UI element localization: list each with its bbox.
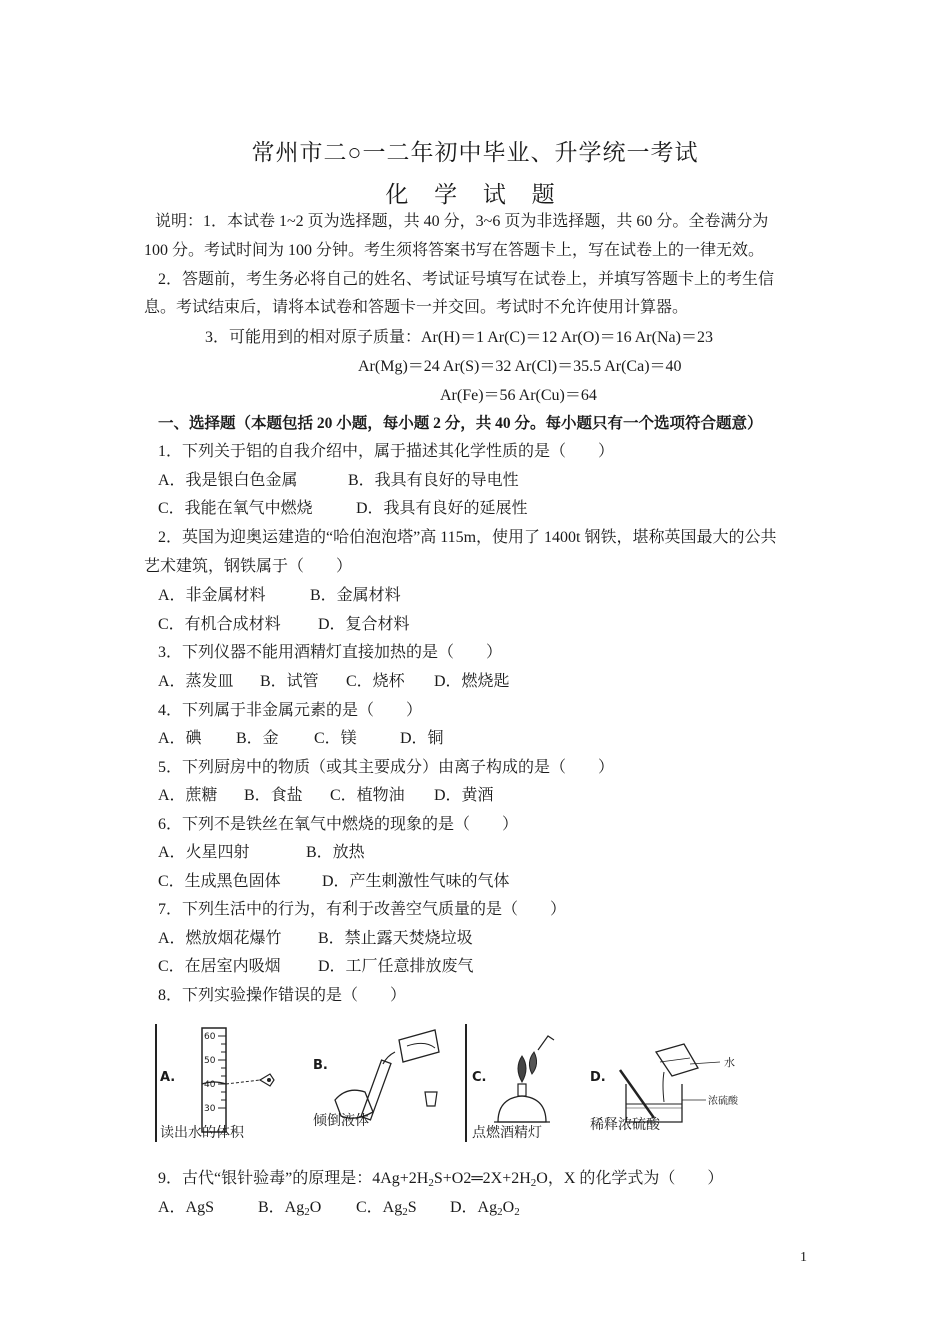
question-8-stem: 8．下列实验操作错误的是（ ） (158, 987, 407, 1004)
question-4-option-a: A．碘 (158, 730, 202, 747)
question-2-stem-cont: 艺术建筑，钢铁属于（ ） (144, 558, 353, 575)
question-3-stem: 3．下列仪器不能用酒精灯直接加热的是（ ） (158, 644, 503, 661)
question-3-option-a: A．蒸发皿 (158, 673, 234, 690)
figure-panel-b (307, 1022, 457, 1144)
figure-label-c: C. (472, 1070, 487, 1085)
question-5-option-b: B．食盐 (244, 787, 303, 804)
question-5-option-c: C．植物油 (330, 787, 405, 804)
question-1-option-b: B．我具有良好的导电性 (348, 472, 519, 489)
question-9-option-b-part-2: O (309, 1199, 322, 1216)
question-7-option-d: D．工厂任意排放废气 (318, 958, 474, 975)
figure-caption-d: 稀释浓硫酸 (590, 1117, 660, 1133)
question-4-option-d: D．铜 (400, 730, 444, 747)
question-7-option-c: C．在居室内吸烟 (158, 958, 281, 975)
tick-60: 60 (204, 1032, 216, 1042)
atomic-mass-line-3: Ar(Fe)＝56 Ar(Cu)＝64 (440, 387, 597, 404)
question-1-option-d: D．我具有良好的延展性 (356, 500, 528, 517)
question-6-option-b: B．放热 (306, 844, 365, 861)
question-6-option-a: A．火星四射 (158, 844, 250, 861)
question-7-option-a: A．燃放烟花爆竹 (158, 930, 282, 947)
question-9-option-a: A．AgS (158, 1199, 215, 1216)
question-3-option-c: C．烧杯 (346, 673, 405, 690)
acid-label: 浓硫酸 (708, 1096, 738, 1107)
question-1-option-c: C．我能在氧气中燃烧 (158, 500, 313, 517)
question-4-option-b: B．金 (236, 730, 279, 747)
figure-caption-b: 倾倒液体 (313, 1113, 369, 1129)
page-number: 1 (800, 1250, 807, 1265)
question-8-figure (152, 1022, 752, 1144)
question-6-option-c: C．生成黑色固体 (158, 873, 281, 890)
question-6-stem: 6．下列不是铁丝在氧气中燃烧的现象的是（ ） (158, 816, 519, 833)
question-2-option-d: D．复合材料 (318, 616, 410, 633)
question-9-stem-part-2: S+O2═2X+2H (433, 1170, 531, 1187)
question-3-option-b: B．试管 (260, 673, 319, 690)
instructions-line-1: 说明：1．本试卷 1~2 页为选择题，共 40 分，3~6 页为非选择题，共 60 分。全卷满分为 (155, 213, 769, 230)
section-heading: 一、选择题（本题包括 20 小题，每小题 2 分，共 40 分。每小题只有一个选项符合题意） (158, 415, 763, 432)
question-9-option-d (450, 1198, 520, 1218)
question-9-option-c-part-1: C．Ag (356, 1199, 403, 1216)
question-5-option-a: A．蔗糖 (158, 787, 218, 804)
tick-30: 30 (204, 1104, 216, 1114)
question-3-option-d: D．燃烧匙 (434, 673, 510, 690)
water-label: 水 (724, 1056, 735, 1069)
question-9-stem-part-1: 9．古代“银针验毒”的原理是：4Ag+2H (158, 1170, 429, 1187)
figure-panel-c (464, 1022, 584, 1144)
subscript: 2 (402, 1206, 408, 1218)
atomic-mass-line-2: Ar(Mg)＝24 Ar(S)＝32 Ar(Cl)＝35.5 Ar(Ca)＝40 (358, 358, 682, 375)
atomic-mass-line-1: 3．可能用到的相对原子质量：Ar(H)＝1 Ar(C)＝12 Ar(O)＝16 Ar(Na)＝23 (205, 329, 713, 346)
question-9-stem-part-3: O，X 的化学式为（ ） (536, 1170, 724, 1187)
figure-panel-a (152, 1022, 292, 1144)
subscript: 2 (530, 1177, 537, 1189)
figure-panel-d (590, 1022, 752, 1144)
question-9-stem (158, 1169, 723, 1189)
instructions-line-2: 100 分。考试时间为 100 分钟。考生须将答案书写在答题卡上，写在试卷上的一律无效。 (144, 242, 765, 259)
question-2-option-a: A．非金属材料 (158, 587, 266, 604)
subscript: 2 (304, 1206, 310, 1218)
question-7-option-b: B．禁止露天焚烧垃圾 (318, 930, 473, 947)
subscript: 2 (497, 1206, 503, 1218)
figure-label-b: B. (313, 1058, 328, 1073)
instructions-line-3: 2．答题前，考生务必将自己的姓名、考试证号填写在试卷上，并填写答题卡上的考生信 (158, 271, 775, 288)
exam-subject: 化 学 试 题 (385, 182, 565, 207)
question-4-option-c: C．镁 (314, 730, 357, 747)
exam-title: 常州市二○一二年初中毕业、升学统一考试 (251, 140, 699, 165)
question-5-option-d: D．黄酒 (434, 787, 494, 804)
question-2-option-c: C．有机合成材料 (158, 616, 281, 633)
tick-50: 50 (204, 1056, 216, 1066)
question-6-option-d: D．产生刺激性气味的气体 (322, 873, 510, 890)
question-2-option-b: B．金属材料 (310, 587, 401, 604)
subscript: 2 (428, 1177, 434, 1189)
instructions-line-4: 息。考试结束后，请将本试卷和答题卡一并交回。考试时不允许使用计算器。 (144, 299, 689, 316)
question-9-option-b-part-1: B．Ag (258, 1199, 305, 1216)
figure-label-d: D. (590, 1070, 606, 1085)
question-1-option-a: A．我是银白色金属 (158, 472, 298, 489)
figure-label-a: A. (160, 1070, 176, 1085)
question-2-stem: 2．英国为迎奥运建造的“哈伯泡泡塔”高 115m，使用了 1400t 钢铁，堪称英国最大的公共 (158, 529, 777, 546)
question-1-stem: 1．下列关于铝的自我介绍中，属于描述其化学性质的是（ ） (158, 443, 615, 460)
tick-40: 40 (204, 1080, 216, 1090)
question-9-option-b (258, 1198, 321, 1218)
subscript: 2 (514, 1206, 520, 1218)
question-5-stem: 5．下列厨房中的物质（或其主要成分）由离子构成的是（ ） (158, 759, 615, 776)
figure-caption-a: 读出水的体积 (160, 1125, 244, 1141)
question-7-stem: 7．下列生活中的行为，有利于改善空气质量的是（ ） (158, 901, 567, 918)
question-9-option-d-part-2: O (502, 1199, 515, 1216)
question-9-option-c (356, 1198, 417, 1218)
question-4-stem: 4．下列属于非金属元素的是（ ） (158, 702, 423, 719)
question-9-option-c-part-2: S (407, 1199, 417, 1216)
figure-caption-c: 点燃酒精灯 (472, 1125, 542, 1141)
question-9-option-d-part-1: D．Ag (450, 1199, 498, 1216)
